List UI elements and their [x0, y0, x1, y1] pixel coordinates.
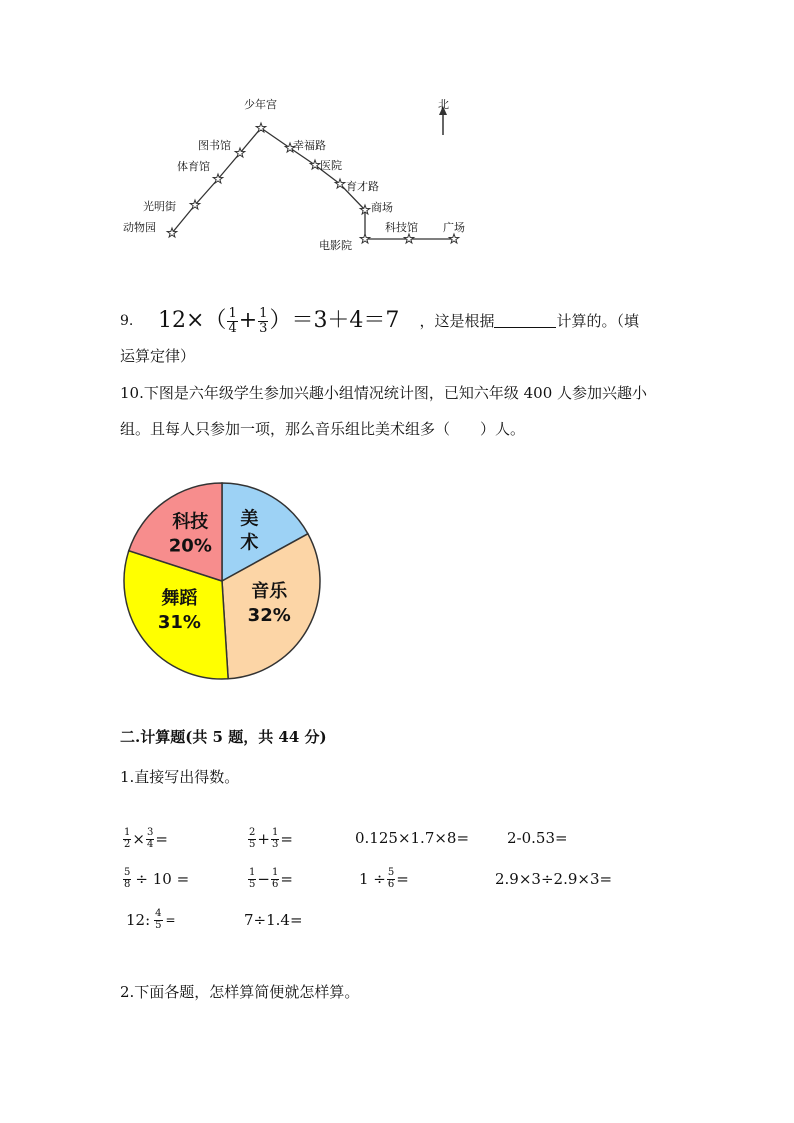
q9-expr-pre: 12×（ — [158, 308, 227, 333]
calc-r1c1: $\frac{1}{2}$ × $\frac{3}{4}$ = — [124, 827, 168, 850]
section-2-q2: 2.下面各题，怎样算简便就怎样算。 — [120, 983, 360, 1001]
q9-frac-1: $\frac{1}{4}$ — [228, 305, 237, 336]
q9-expression — [158, 307, 399, 335]
place-label-shaoniangong: 少年宫 — [244, 98, 277, 111]
q10-line-2: 组。且每人只参加一项，那么音乐组比美术组多（ ）人。 — [120, 420, 526, 438]
place-label-tushuguan: 图书馆 — [198, 139, 231, 152]
place-label-yiyuan: 医院 — [320, 159, 342, 172]
q9-plus: + — [238, 308, 258, 333]
pie-label-1-0: 音乐 — [251, 580, 288, 602]
calc-r2c2: $\frac{1}{5}$ − $\frac{1}{6}$ = — [249, 867, 293, 890]
pie-label-2-1: 31% — [157, 612, 201, 634]
section-2-title: 二.计算题(共 5 题，共 44 分) — [120, 728, 327, 746]
place-label-shangchang: 商场 — [371, 201, 393, 214]
q10-line-1: 10.下图是六年级学生参加兴趣小组情况统计图，已知六年级 400 人参加兴趣小 — [120, 384, 648, 402]
route-map — [100, 85, 500, 265]
calc-r1c2: $\frac{2}{5}$ + $\frac{1}{3}$ = — [249, 827, 293, 850]
star-icon-guangchang — [449, 234, 459, 243]
place-label-guangchang: 广场 — [443, 221, 465, 234]
calc-r2c1: $\frac{5}{8}$ ÷ 10 = — [124, 867, 190, 890]
pie-label-3-0: 科技 — [172, 511, 209, 533]
calc-r3c2: 7÷1.4= — [244, 911, 303, 929]
q9-text-2: 计算的。（填 — [556, 311, 639, 330]
place-label-dongwuyuan: 动物园 — [123, 221, 156, 234]
q9-expr-post: ）＝3＋4＝7 — [269, 308, 400, 333]
calc-r1c4: 2-0.53= — [507, 829, 568, 847]
place-label-dianyingyuan: 电影院 — [319, 239, 352, 252]
pie-label-3-1: 20% — [168, 535, 212, 557]
place-label-xingfulu: 幸福路 — [293, 139, 326, 152]
place-label-yucailu: 育才路 — [346, 180, 379, 193]
pie-label-0-0: 美 — [240, 508, 259, 530]
star-icon-dianyingyuan — [360, 234, 370, 243]
q9-text: ，这是根据 — [419, 311, 495, 330]
place-label-tiyuguan: 体育馆 — [177, 160, 210, 173]
place-label-kejiguan: 科技馆 — [385, 221, 418, 234]
section-2-q1: 1.直接写出得数。 — [120, 768, 240, 786]
calc-r1c3: 0.125×1.7×8= — [355, 829, 470, 847]
calc-r2c3: 1 ÷ $\frac{5}{6}$ = — [359, 867, 409, 890]
q9-line-2: 运算定律） — [120, 347, 196, 365]
calc-r3c1: 12: $\frac{4}{5}$ = — [126, 908, 176, 931]
q9-frac-2: $\frac{1}{3}$ — [259, 305, 268, 336]
pie-chart — [120, 480, 326, 684]
place-label-guangmingjie: 光明街 — [143, 200, 176, 213]
q9-answer-blank[interactable] — [494, 314, 556, 328]
pie-label-2-0: 舞蹈 — [161, 588, 198, 610]
question-9 — [120, 306, 639, 336]
pie-label-1-1: 32% — [247, 604, 291, 626]
north-label: 北 — [438, 98, 449, 111]
calc-r2c4: 2.9×3÷2.9×3= — [495, 870, 613, 888]
star-icon-kejiguan — [404, 234, 414, 243]
q9-number: 9. — [120, 313, 134, 329]
pie-label-0-1: 术 — [240, 532, 259, 554]
